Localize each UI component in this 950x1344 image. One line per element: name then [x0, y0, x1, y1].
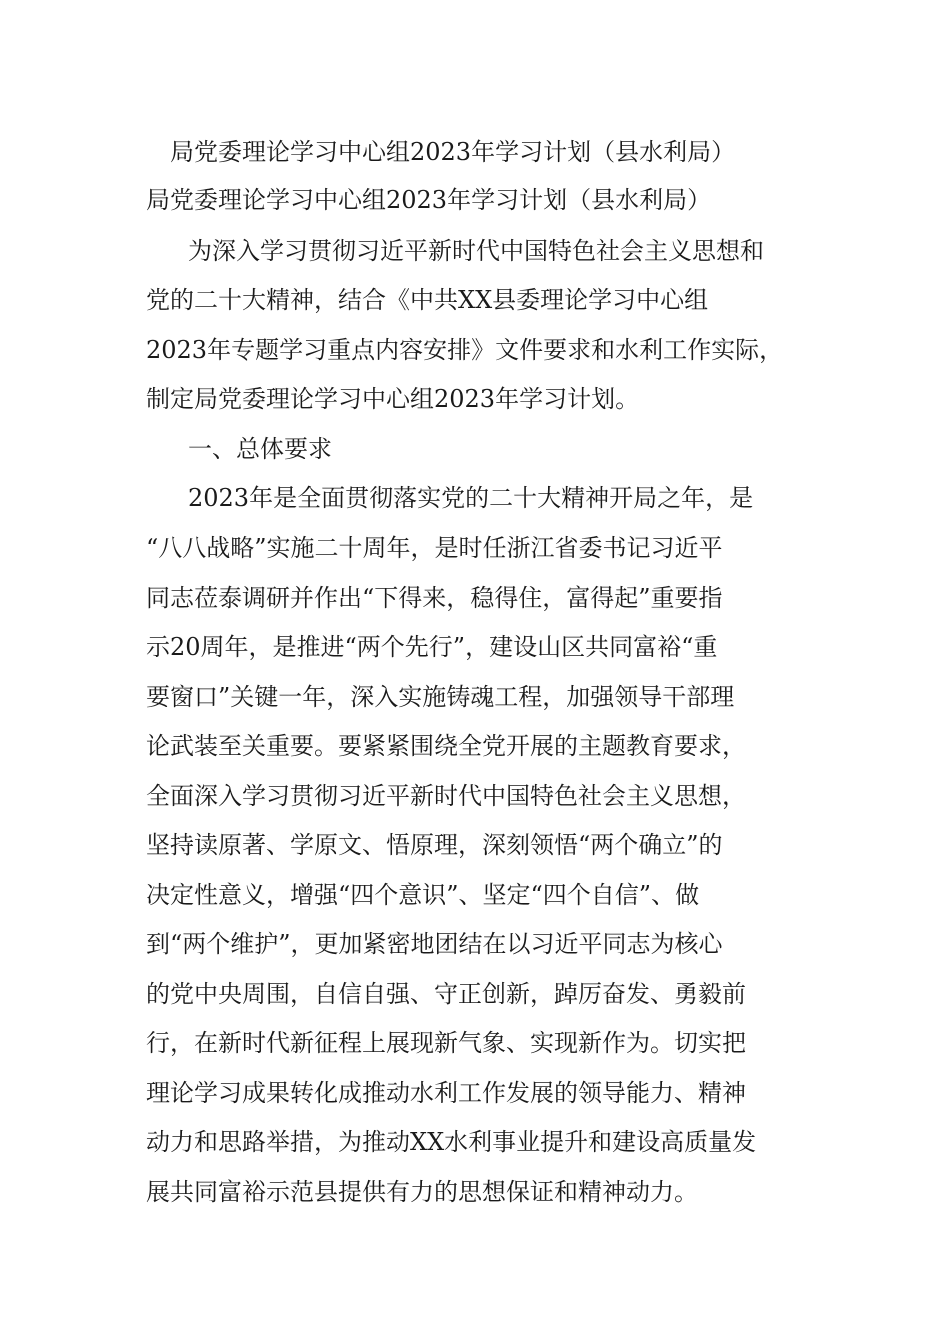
body-line-15: 展共同富裕示范县提供有力的思想保证和精神动力。: [146, 1178, 698, 1206]
body-line-11: 的党中央周围，自信自强、守正创新，踔厉奋发、勇毅前: [146, 980, 746, 1008]
body-line-1: 2023年是全面贯彻落实党的二十大精神开局之年，是: [188, 484, 754, 512]
body-line-2: “八八战略”实施二十周年，是时任浙江省委书记习近平: [146, 534, 723, 562]
body-line-14: 动力和思路举措，为推动XX水利事业提升和建设高质量发: [146, 1128, 757, 1156]
body-line-13: 理论学习成果转化成推动水利工作发展的领导能力、精神: [146, 1079, 746, 1107]
body-line-4: 示20周年，是推进“两个先行”，建设山区共同富裕“重: [146, 633, 718, 661]
intro-line-4: 制定局党委理论学习中心组2023年学习计划。: [146, 385, 640, 413]
body-line-10: 到“两个维护”，更加紧密地团结在以习近平同志为核心: [146, 930, 723, 958]
body-line-8: 坚持读原著、学原文、悟原理，深刻领悟“两个确立”的: [146, 831, 723, 859]
body-line-12: 行，在新时代新征程上展现新气象、实现新作为。切实把: [146, 1029, 746, 1057]
section-heading: 一、总体要求: [188, 435, 332, 463]
body-line-6: 论武装至关重要。要紧紧围绕全党开展的主题教育要求，: [146, 732, 746, 760]
body-line-9: 决定性意义，增强“四个意识”、坚定“四个自信”、做: [146, 881, 700, 909]
body-line-5: 要窗口”关键一年，深入实施铸魂工程，加强领导干部理: [146, 683, 735, 711]
document-subtitle: 局党委理论学习中心组2023年学习计划（县水利局）: [146, 186, 712, 214]
document-title: 局党委理论学习中心组2023年学习计划（县水利局）: [170, 138, 736, 166]
body-line-7: 全面深入学习贯彻习近平新时代中国特色社会主义思想，: [146, 782, 746, 810]
intro-line-3: 2023年专题学习重点内容安排》文件要求和水利工作实际，: [146, 336, 784, 364]
intro-line-2: 党的二十大精神，结合《中共XX县委理论学习中心组: [146, 286, 709, 314]
body-line-3: 同志莅泰调研并作出“下得来，稳得住，富得起”重要指: [146, 584, 723, 612]
intro-line-1: 为深入学习贯彻习近平新时代中国特色社会主义思想和: [188, 237, 764, 265]
